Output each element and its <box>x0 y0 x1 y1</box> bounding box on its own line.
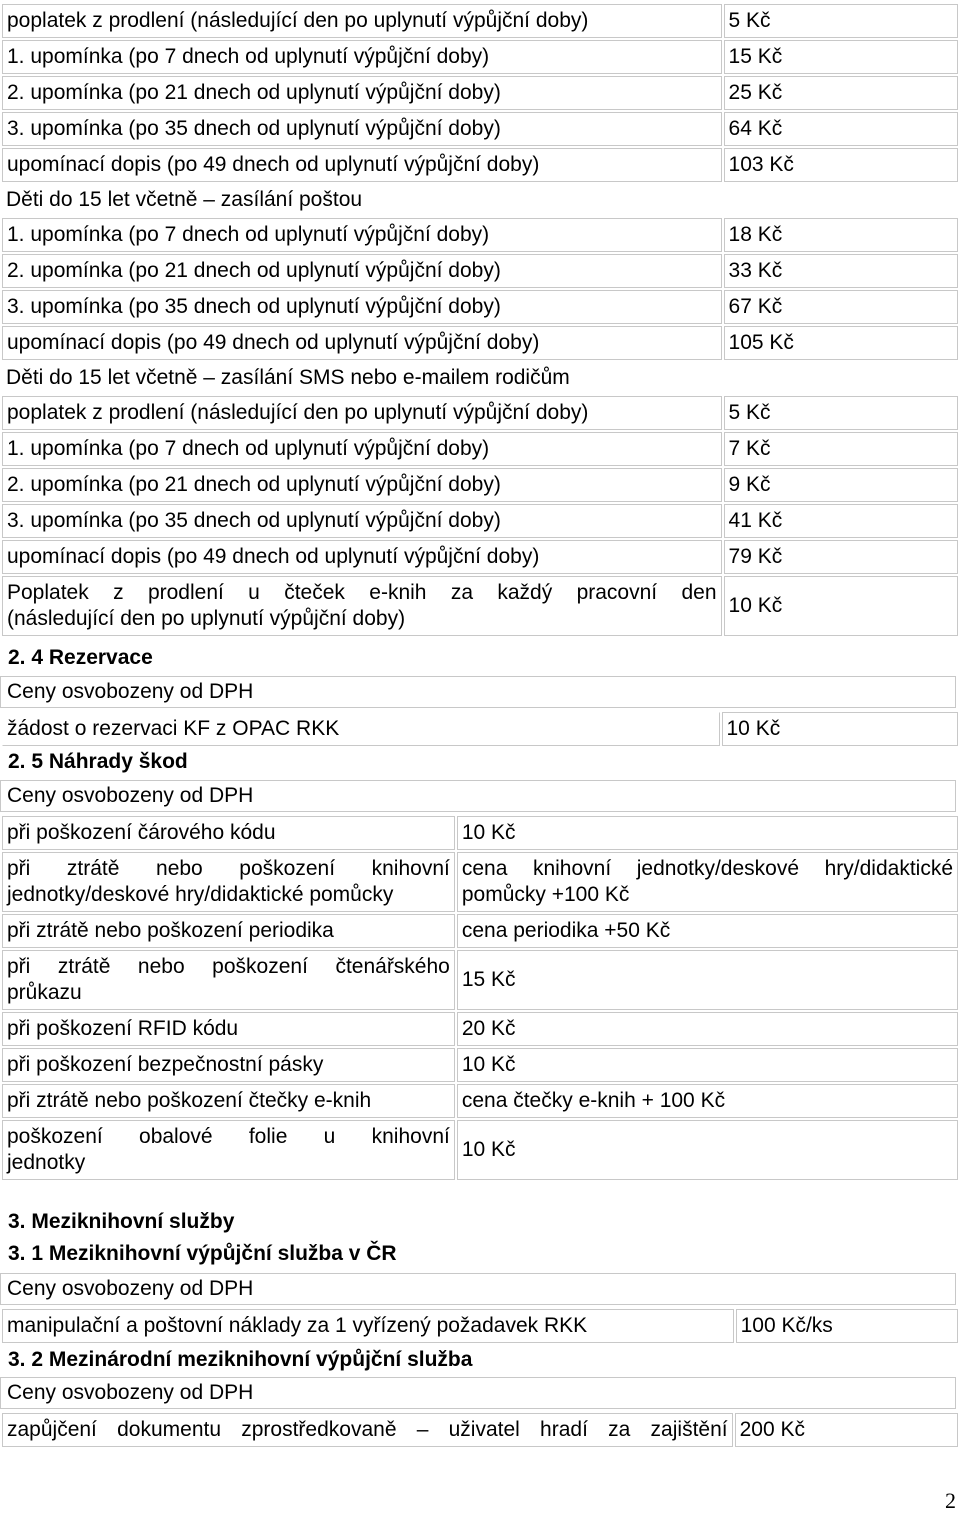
table-row <box>2 1048 958 1082</box>
table-row <box>2 326 958 360</box>
fee-label: 1. upomínka (po 7 dnech od uplynutí výpůjční doby) <box>2 432 722 466</box>
fee-price: 67 Kč <box>724 290 958 324</box>
section-heading-3: 3. Meziknihovní služby <box>8 1210 235 1233</box>
vat-note: Ceny osvobozeny od DPH <box>0 1377 956 1409</box>
table-row <box>2 1309 958 1343</box>
fee-price: 5 Kč <box>724 396 958 430</box>
fee-price: 5 Kč <box>724 4 958 38</box>
fee-price: 10 Kč <box>724 576 958 636</box>
table-row <box>2 950 958 1010</box>
table-row <box>2 1120 958 1180</box>
ill-domestic-table <box>0 1307 960 1345</box>
table-row <box>2 76 958 110</box>
fee-label: upomínací dopis (po 49 dnech od uplynutí výpůjční doby) <box>2 540 722 574</box>
fee-label: upomínací dopis (po 49 dnech od uplynutí výpůjční doby) <box>2 326 722 360</box>
table-row <box>2 254 958 288</box>
damage-label: při poškození čárového kódu <box>2 816 455 850</box>
damages-table <box>0 814 960 1182</box>
ereader-fee-line2: (následující den po uplynutí výpůjční doby) <box>7 607 406 630</box>
fee-label: poplatek z prodlení (následující den po uplynutí výpůjční doby) <box>2 396 722 430</box>
fee-price: 15 Kč <box>724 40 958 74</box>
fee-label: 2. upomínka (po 21 dnech od uplynutí výpůjční doby) <box>2 254 722 288</box>
fee-price: 103 Kč <box>724 148 958 182</box>
page-number: 2 <box>945 1488 956 1513</box>
service-label: manipulační a poštovní náklady za 1 vyřízený požadavek RKK <box>2 1309 734 1343</box>
fee-label: 2. upomínka (po 21 dnech od uplynutí výpůjční doby) <box>2 468 722 502</box>
fee-price: 33 Kč <box>724 254 958 288</box>
table-row <box>2 290 958 324</box>
vat-note: Ceny osvobozeny od DPH <box>0 1273 956 1305</box>
damage-label <box>2 1120 455 1180</box>
service-price: 200 Kč <box>735 1413 958 1447</box>
section-heading-2-5: 2. 5 Náhrady škod <box>8 750 188 773</box>
fee-label: 1. upomínka (po 7 dnech od uplynutí výpůjční doby) <box>2 218 722 252</box>
table-row <box>2 40 958 74</box>
table-row <box>2 576 958 636</box>
ill-international-table <box>0 1411 960 1449</box>
damage-price: 10 Kč <box>457 816 958 850</box>
reservation-table <box>0 710 960 748</box>
damage-label: při poškození bezpečnostní pásky <box>2 1048 455 1082</box>
fee-label: 1. upomínka (po 7 dnech od uplynutí výpůjční doby) <box>2 40 722 74</box>
fee-price: 64 Kč <box>724 112 958 146</box>
children-post-heading: Děti do 15 let včetně – zasílání poštou <box>6 188 363 211</box>
fee-label <box>2 576 722 636</box>
fee-price: 25 Kč <box>724 76 958 110</box>
vat-note: Ceny osvobozeny od DPH <box>0 780 956 812</box>
table-row <box>2 504 958 538</box>
damage-price-line1: cena knihovní jednotky/deskové hry/didaktické <box>461 857 953 880</box>
service-label: zapůjčení dokumentu zprostředkovaně – uživatel hradí za zajištění <box>2 1413 733 1447</box>
table-row <box>2 1413 958 1447</box>
table-row <box>2 4 958 38</box>
table-row <box>2 712 958 746</box>
damage-label-line1: při ztrátě nebo poškození čtenářského <box>7 955 450 978</box>
section-heading-3-1: 3. 1 Meziknihovní výpůjční služba v ČR <box>8 1242 397 1265</box>
table-row <box>2 148 958 182</box>
section-heading-2-4: 2. 4 Rezervace <box>8 646 153 669</box>
damage-price: cena čtečky e-knih + 100 Kč <box>457 1084 958 1118</box>
damage-label <box>2 852 455 912</box>
table-row <box>2 540 958 574</box>
fee-label: 3. upomínka (po 35 dnech od uplynutí výpůjční doby) <box>2 290 722 324</box>
children-sms-heading: Děti do 15 let včetně – zasílání SMS nebo e-mailem rodičům <box>6 366 570 389</box>
table-row <box>2 432 958 466</box>
fee-price: 18 Kč <box>724 218 958 252</box>
table-row <box>2 1012 958 1046</box>
fee-price: 79 Kč <box>724 540 958 574</box>
fee-price: 7 Kč <box>724 432 958 466</box>
ereader-fee-line1: Poplatek z prodlení u čteček e-knih za každý pracovní den <box>7 581 717 604</box>
fee-label: 3. upomínka (po 35 dnech od uplynutí výpůjční doby) <box>2 112 722 146</box>
damage-label <box>2 950 455 1010</box>
vat-note: Ceny osvobozeny od DPH <box>0 676 956 708</box>
damage-price: 20 Kč <box>457 1012 958 1046</box>
section-heading-3-2: 3. 2 Mezinárodní meziknihovní výpůjční služba <box>8 1348 473 1371</box>
section-subheading-row <box>2 184 958 216</box>
damage-label-line2: jednotky/deskové hry/didaktické pomůcky <box>7 883 394 906</box>
fee-label: 2. upomínka (po 21 dnech od uplynutí výpůjční doby) <box>2 76 722 110</box>
damage-label-line2: jednotky <box>7 1151 86 1174</box>
fee-price: 10 Kč <box>722 712 959 746</box>
damage-price: cena periodika +50 Kč <box>457 914 958 948</box>
damage-label-line1: poškození obalové folie u knihovní <box>7 1125 450 1148</box>
table-row <box>2 468 958 502</box>
damage-label: při poškození RFID kódu <box>2 1012 455 1046</box>
damage-label: při ztrátě nebo poškození periodika <box>2 914 455 948</box>
fee-label: žádost o rezervaci KF z OPAC RKK <box>2 712 720 746</box>
damage-price <box>457 852 958 912</box>
damage-price: 15 Kč <box>457 950 958 1010</box>
table-row <box>2 852 958 912</box>
service-price: 100 Kč/ks <box>736 1309 958 1343</box>
damage-price: 10 Kč <box>457 1120 958 1180</box>
table-row <box>2 396 958 430</box>
damage-price: 10 Kč <box>457 1048 958 1082</box>
table-row <box>2 112 958 146</box>
table-row <box>2 914 958 948</box>
section-subheading-row <box>2 362 958 394</box>
fee-price: 105 Kč <box>724 326 958 360</box>
damage-label-line1: při ztrátě nebo poškození knihovní <box>7 857 450 880</box>
damage-label: při ztrátě nebo poškození čtečky e-knih <box>2 1084 455 1118</box>
late-fees-table <box>0 2 960 638</box>
damage-label-line2: průkazu <box>7 981 82 1004</box>
table-row <box>2 218 958 252</box>
table-row <box>2 1084 958 1118</box>
fee-price: 9 Kč <box>724 468 958 502</box>
fee-label: 3. upomínka (po 35 dnech od uplynutí výpůjční doby) <box>2 504 722 538</box>
damage-price-line2: pomůcky +100 Kč <box>461 883 630 906</box>
fee-price: 41 Kč <box>724 504 958 538</box>
fee-label: upomínací dopis (po 49 dnech od uplynutí výpůjční doby) <box>2 148 722 182</box>
table-row <box>2 816 958 850</box>
fee-label: poplatek z prodlení (následující den po uplynutí výpůjční doby) <box>2 4 722 38</box>
